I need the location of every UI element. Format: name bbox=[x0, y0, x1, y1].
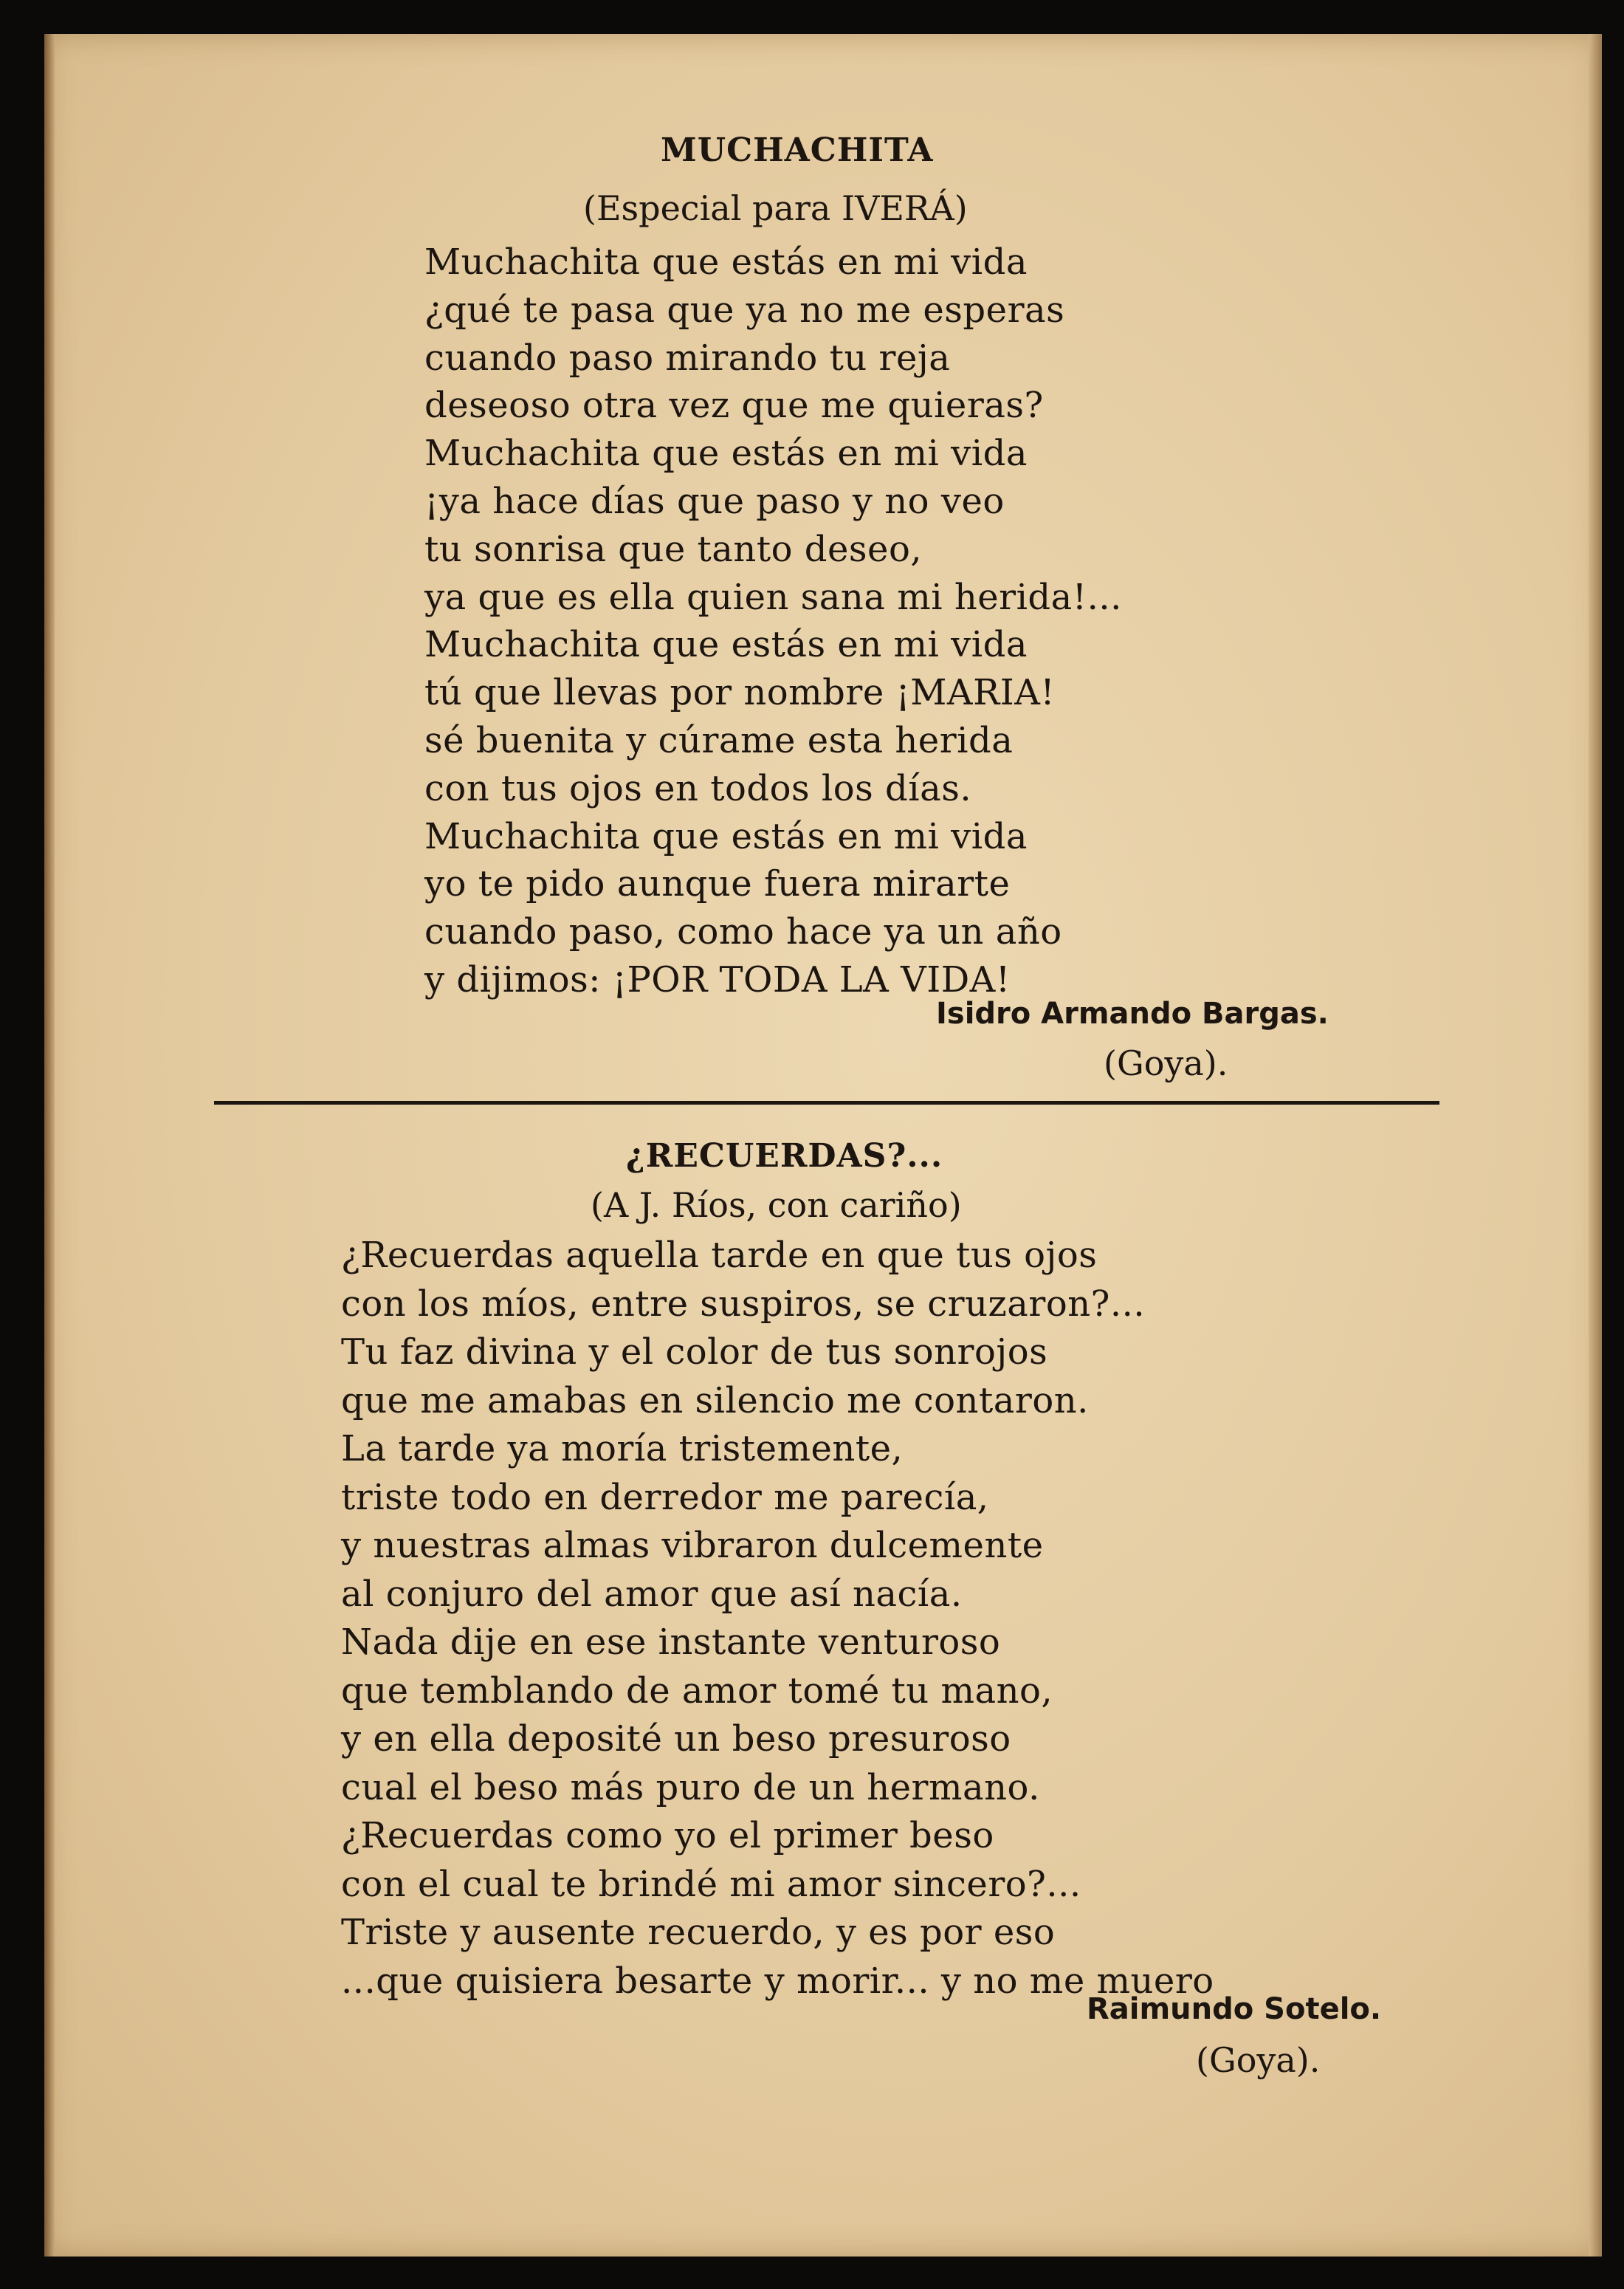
poem-line: Muchachita que estás en mi vida bbox=[424, 241, 1028, 283]
poem-line: tú que llevas por nombre ¡MARIA! bbox=[424, 672, 1056, 714]
poem-line: ...que quisiera besarte y morir... y no me muero bbox=[341, 1960, 1214, 2002]
poem-line: y en ella deposité un beso presuroso bbox=[341, 1718, 1011, 1760]
poem-1-author: Isidro Armando Bargas. bbox=[936, 997, 1329, 1031]
poem-line: y nuestras almas vibraron dulcemente bbox=[341, 1525, 1044, 1566]
poem-line: y dijimos: ¡POR TODA LA VIDA! bbox=[424, 958, 1011, 1001]
poem-line: Muchachita que estás en mi vida bbox=[424, 624, 1028, 666]
poem-line: que temblando de amor tomé tu mano, bbox=[341, 1669, 1053, 1712]
poem-line: con tus ojos en todos los días. bbox=[424, 767, 972, 809]
poem-line: tu sonrisa que tanto deseo, bbox=[424, 528, 923, 570]
poem-2-dedication: (A J. Ríos, con cariño) bbox=[591, 1185, 962, 1225]
poem-2-place: (Goya). bbox=[1196, 2040, 1321, 2080]
poem-line: sé buenita y cúrame esta herida bbox=[424, 719, 1014, 761]
poem-1-title: MUCHACHITA bbox=[661, 131, 934, 169]
poem-line: deseoso otra vez que me quieras? bbox=[424, 385, 1044, 427]
poem-line: con los míos, entre suspiros, se cruzaron?... bbox=[341, 1283, 1146, 1325]
poem-line: ya que es ella quien sana mi herida!... bbox=[424, 576, 1122, 618]
poem-line: ¡ya hace días que paso y no veo bbox=[424, 480, 1005, 522]
poem-line: La tarde ya moría tristemente, bbox=[341, 1428, 904, 1469]
poem-2-author: Raimundo Sotelo. bbox=[1087, 1992, 1382, 2026]
poem-line: que me amabas en silencio me contaron. bbox=[341, 1379, 1089, 1421]
poem-line: Muchachita que estás en mi vida bbox=[424, 433, 1028, 475]
poem-line: al conjuro del amor que así nacía. bbox=[341, 1573, 963, 1615]
poem-line: Triste y ausente recuerdo, y es por eso bbox=[341, 1912, 1056, 1953]
poem-1-dedication: (Especial para IVERÁ) bbox=[583, 188, 968, 228]
poem-line: cuando paso mirando tu reja bbox=[424, 337, 951, 379]
poem-1-body bbox=[424, 238, 1122, 1004]
poem-line: ¿qué te pasa que ya no me esperas bbox=[424, 289, 1065, 331]
poem-line: Tu faz divina y el color de tus sonrojos bbox=[341, 1331, 1048, 1373]
poem-line: cuando paso, como hace ya un año bbox=[424, 911, 1062, 953]
poem-1-place: (Goya). bbox=[1104, 1043, 1228, 1083]
page-spine bbox=[44, 34, 55, 2257]
poem-line: ¿Recuerdas como yo el primer beso bbox=[341, 1815, 994, 1856]
poem-line: Nada dije en ese instante venturoso bbox=[341, 1621, 1001, 1663]
poem-line: yo te pido aunque fuera mirarte bbox=[424, 863, 1011, 905]
section-divider bbox=[214, 1101, 1439, 1105]
poem-2-title: ¿RECUERDAS?... bbox=[626, 1137, 943, 1175]
poem-line: ¿Recuerdas aquella tarde en que tus ojos bbox=[341, 1235, 1098, 1276]
poem-line: triste todo en derredor me parecía, bbox=[341, 1476, 989, 1518]
poem-line: cual el beso más puro de un hermano. bbox=[341, 1766, 1040, 1808]
page-edge bbox=[1589, 34, 1602, 2257]
poem-line: Muchachita que estás en mi vida bbox=[424, 815, 1028, 857]
poem-2-body bbox=[341, 1232, 1214, 2005]
poem-line: con el cual te brindé mi amor sincero?... bbox=[341, 1863, 1081, 1905]
